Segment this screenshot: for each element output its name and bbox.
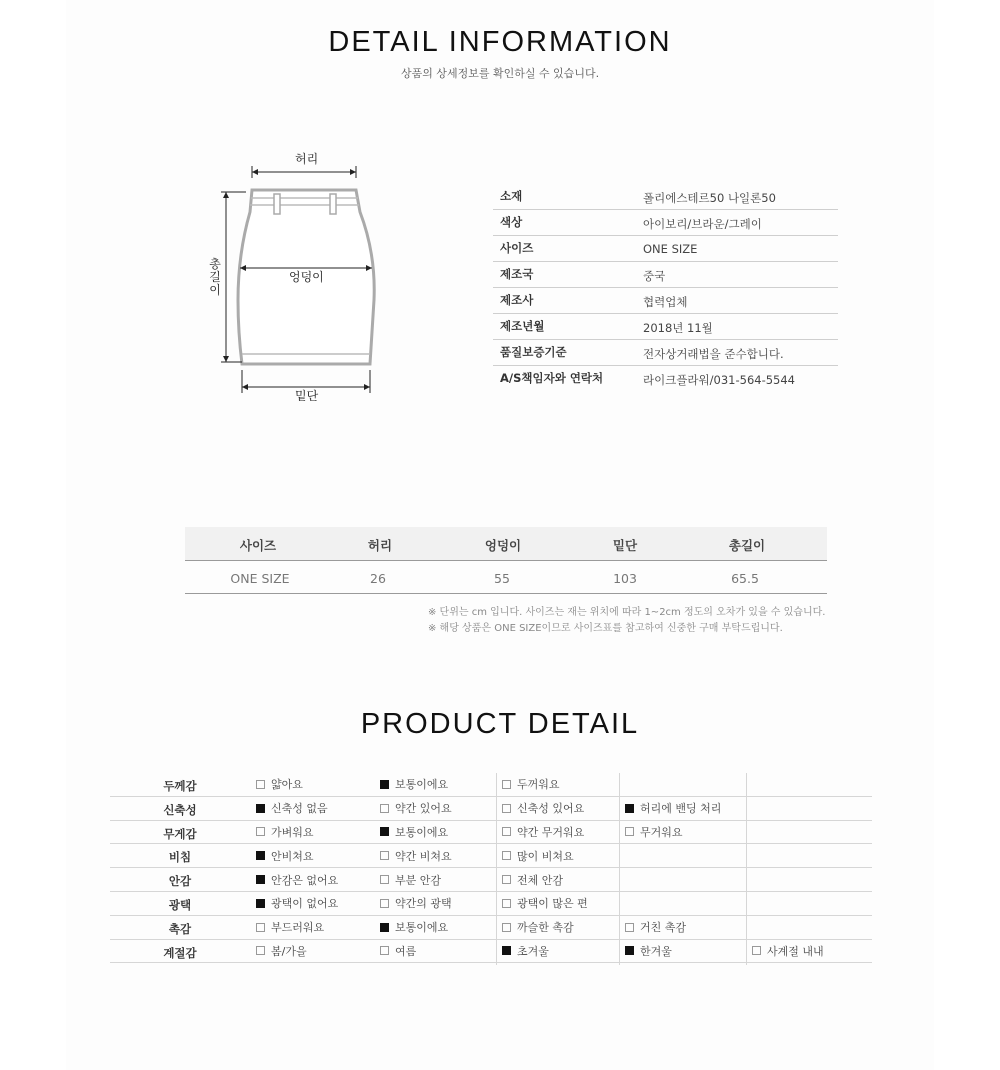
detail-option <box>619 916 743 939</box>
detail-option-label: 안비쳐요 <box>271 849 314 863</box>
info-row: 사이즈 ONE SIZE <box>493 236 838 262</box>
detail-option <box>374 844 498 867</box>
detail-option-label: 한겨울 <box>640 944 672 958</box>
checked-box-icon <box>256 899 265 908</box>
hip-label: 엉덩이 <box>289 270 324 284</box>
detail-option <box>374 940 498 963</box>
detail-option <box>250 844 374 867</box>
detail-row-label: 비침 <box>168 850 192 865</box>
unchecked-box-icon <box>502 780 511 789</box>
unchecked-box-icon <box>256 780 265 789</box>
checked-box-icon <box>380 923 389 932</box>
info-row: 제조국 중국 <box>493 262 838 288</box>
detail-row <box>110 892 872 916</box>
detail-information-subtitle: 상품의 상세정보를 확인하실 수 있습니다. <box>400 67 600 80</box>
detail-option-label: 보통이에요 <box>395 825 449 839</box>
detail-row-label: 무게감 <box>163 826 197 841</box>
unchecked-box-icon <box>502 899 511 908</box>
checked-box-icon <box>256 875 265 884</box>
info-row: 색상 아이보리/브라운/그레이 <box>493 210 838 236</box>
detail-row-label: 두께감 <box>163 779 197 793</box>
unchecked-box-icon <box>380 946 389 955</box>
unchecked-box-icon <box>502 827 511 836</box>
size-table-row: ONE SIZE 26 55 103 65.5 <box>185 561 827 594</box>
detail-option-label: 사계절 내내 <box>767 944 824 958</box>
detail-option <box>619 797 743 820</box>
detail-option-label: 신축성 없음 <box>271 802 328 816</box>
size-table <box>185 527 827 594</box>
size-table-header: 사이즈 허리 엉덩이 밑단 총길이 <box>185 527 827 561</box>
detail-option-label: 전체 안감 <box>517 873 564 887</box>
detail-option-label: 신축성 있어요 <box>517 802 585 816</box>
detail-option-label: 초겨울 <box>517 944 549 958</box>
detail-option-label: 약간 비쳐요 <box>395 849 452 863</box>
detail-option <box>374 797 498 820</box>
detail-option-label: 허리에 밴딩 처리 <box>640 802 722 816</box>
unchecked-box-icon <box>502 804 511 813</box>
unchecked-box-icon <box>380 899 389 908</box>
detail-option <box>619 821 743 844</box>
detail-option-label: 약간 있어요 <box>395 802 452 816</box>
detail-option <box>250 797 374 820</box>
detail-option <box>374 773 498 796</box>
detail-option-label: 광택이 없어요 <box>271 897 339 911</box>
detail-option <box>496 844 620 867</box>
detail-option-label: 봄/가을 <box>271 944 307 958</box>
detail-row <box>110 797 872 821</box>
detail-row-label: 광택 <box>168 897 192 912</box>
detail-option-label: 두꺼워요 <box>517 778 560 792</box>
detail-row <box>110 868 872 892</box>
length-label: 총 길 이 <box>209 257 221 297</box>
detail-option <box>374 916 498 939</box>
checked-box-icon <box>380 780 389 789</box>
detail-option <box>250 868 374 891</box>
info-row: 품질보증기준 전자상거래법을 준수합니다. <box>493 340 838 366</box>
size-note: ※ 해당 상품은 ONE SIZE이므로 사이즈표를 참고하여 신중한 구매 부탁드립니다. <box>428 623 783 634</box>
detail-option-label: 광택이 많은 편 <box>517 897 588 911</box>
info-row: 제조년월 2018년 11월 <box>493 314 838 340</box>
unchecked-box-icon <box>752 946 761 955</box>
unchecked-box-icon <box>502 923 511 932</box>
detail-option <box>250 892 374 915</box>
detail-option-label: 가벼워요 <box>271 825 314 839</box>
unchecked-box-icon <box>502 851 511 860</box>
detail-row <box>110 773 872 797</box>
product-detail-grid <box>110 773 872 963</box>
info-row: 소재 폴리에스테르50 나일론50 <box>493 184 838 210</box>
detail-option <box>374 868 498 891</box>
unchecked-box-icon <box>256 946 265 955</box>
product-info-table <box>493 184 838 392</box>
detail-option <box>496 821 620 844</box>
hem-label: 밑단 <box>295 389 319 403</box>
unchecked-box-icon <box>502 875 511 884</box>
size-note: ※ 단위는 cm 입니다. 사이즈는 재는 위치에 따라 1~2cm 정도의 오차가 있을 수 있습니다. <box>428 607 826 618</box>
skirt-size-diagram <box>200 150 400 410</box>
unchecked-box-icon <box>380 851 389 860</box>
detail-option-label: 부분 안감 <box>395 873 442 887</box>
detail-option <box>250 773 374 796</box>
detail-option <box>496 797 620 820</box>
detail-option-label: 약간 무거워요 <box>517 825 585 839</box>
detail-option <box>250 821 374 844</box>
unchecked-box-icon <box>625 827 634 836</box>
waist-label: 허리 <box>295 152 319 166</box>
detail-row-label: 계절감 <box>163 945 197 960</box>
detail-option <box>746 940 870 963</box>
detail-option <box>250 916 374 939</box>
detail-option-label: 얇아요 <box>271 778 303 792</box>
detail-option <box>496 892 620 915</box>
detail-option-label: 여름 <box>395 944 417 958</box>
detail-information-title: DETAIL INFORMATION <box>328 26 672 58</box>
unchecked-box-icon <box>380 804 389 813</box>
detail-option <box>496 940 620 963</box>
detail-row <box>110 916 872 940</box>
detail-option <box>374 821 498 844</box>
unchecked-box-icon <box>625 923 634 932</box>
detail-option <box>496 773 620 796</box>
checked-box-icon <box>256 804 265 813</box>
checked-box-icon <box>625 804 634 813</box>
detail-option-label: 보통이에요 <box>395 921 449 935</box>
detail-option <box>250 940 374 963</box>
detail-option-label: 많이 비쳐요 <box>517 849 574 863</box>
checked-box-icon <box>380 827 389 836</box>
detail-option-label: 보통이에요 <box>395 778 449 792</box>
info-row: A/S책임자와 연락처 라이크플라워/031-564-5544 <box>500 371 795 387</box>
detail-row-label: 촉감 <box>168 921 192 936</box>
detail-option <box>619 940 743 963</box>
checked-box-icon <box>625 946 634 955</box>
detail-option-label: 거친 촉감 <box>640 921 687 935</box>
unchecked-box-icon <box>256 923 265 932</box>
detail-option-label: 부드러워요 <box>271 921 325 935</box>
detail-row <box>110 844 872 868</box>
checked-box-icon <box>502 946 511 955</box>
detail-option-label: 무거워요 <box>640 825 683 839</box>
detail-option-label: 안감은 없어요 <box>271 873 339 887</box>
info-row: 제조사 협력업체 <box>493 288 838 314</box>
detail-row-label: 신축성 <box>163 802 197 817</box>
detail-option-label: 약간의 광택 <box>395 897 452 911</box>
checked-box-icon <box>256 851 265 860</box>
detail-option <box>496 916 620 939</box>
unchecked-box-icon <box>380 875 389 884</box>
detail-option <box>374 892 498 915</box>
detail-option-label: 까슬한 촉감 <box>517 921 574 935</box>
detail-row <box>110 940 872 964</box>
unchecked-box-icon <box>256 827 265 836</box>
detail-option <box>496 868 620 891</box>
product-detail-title: PRODUCT DETAIL <box>360 708 640 740</box>
detail-row-label: 안감 <box>168 874 192 889</box>
detail-row <box>110 821 872 845</box>
